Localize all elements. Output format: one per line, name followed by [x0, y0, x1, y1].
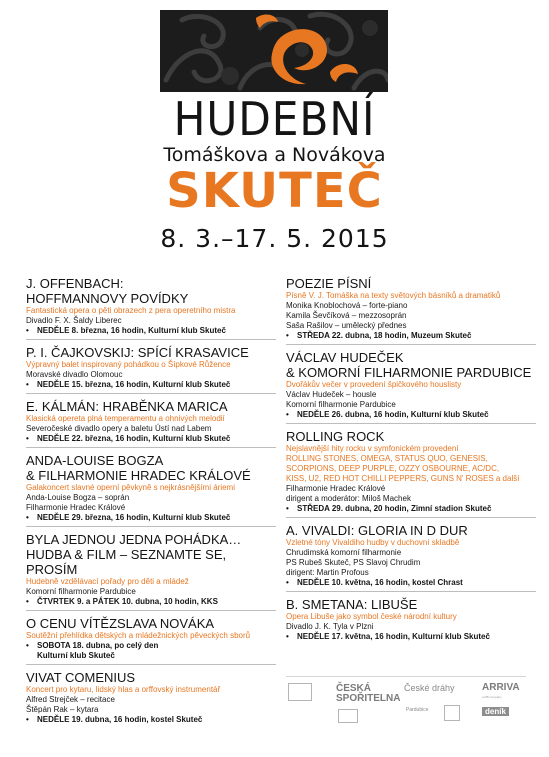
event-title: BYLA JEDNOU JEDNA POHÁDKA…	[26, 532, 242, 547]
event-bands: KISS, U2, RED HOT CHILLI PEPPERS, GUNS N' ROSES a další	[286, 474, 520, 483]
event-title: VIVAT COMENIUS	[26, 670, 136, 685]
event-date: • NEDĚLE 8. března, 16 hodin, Kulturní klub Skuteč	[26, 326, 226, 335]
event-date: • ČTVRTEK 9. a PÁTEK 10. dubna, 10 hodin, KKS	[26, 597, 218, 606]
ornament-banner	[160, 10, 388, 92]
event-rolling-rock	[286, 429, 536, 518]
event-performer: PS Rubeš Skuteč, PS Slavoj Chrudim	[286, 558, 421, 567]
event-description: Písně V. J. Tomáška na texty světových básníků a dramatiků	[286, 291, 501, 300]
event-description: Koncert pro kytaru, lidský hlas a orffovský instrumentář	[26, 685, 221, 694]
event-performer: Komorní filharmonie Pardubice	[26, 587, 136, 596]
event-performer: dirigent a moderátor: Miloš Machek	[286, 494, 411, 503]
event-date-venue: Kulturní klub Skuteč	[37, 651, 115, 660]
bullet-icon: •	[26, 326, 29, 335]
event-title: POEZIE PÍSNÍ	[286, 276, 372, 291]
event-performer: Severočeské divadlo opery a baletu Ústí nad Labem	[26, 424, 212, 433]
event-title: E. KÁLMÁN: HRABĚNKA MARICA	[26, 399, 228, 414]
event-title: P. I. ČAJKOVSKIJ: SPÍCÍ KRASAVICE	[26, 345, 249, 360]
event-description: Galakoncert slavné operní pěvkyně s nejkrásnějšími áriemi	[26, 483, 235, 492]
bullet-icon: •	[26, 434, 29, 443]
event-pohadka	[26, 532, 276, 611]
event-performer: Komorní filharmonie Pardubice	[286, 400, 396, 409]
event-title: O CENU VÍTĚZSLAVA NOVÁKA	[26, 616, 215, 631]
event-performer: Anda-Louise Bogza – soprán	[26, 493, 130, 502]
event-description: Klasická opereta plná temperamentu a ohnivých melodií	[26, 414, 225, 423]
ceske-drahy-logo: České dráhy	[404, 683, 455, 693]
denik-logo: deník	[482, 707, 509, 716]
event-performer: dirigent: Martin Profous	[286, 568, 369, 577]
event-description: Dvořákův večer v provedení špičkového houslisty	[286, 380, 462, 389]
event-performer: Monika Knoblochová – forte-piano	[286, 301, 408, 310]
event-date: • NEDĚLE 26. dubna, 16 hodin, Kulturní klub Skuteč	[286, 410, 489, 419]
event-cajkovskij	[26, 345, 276, 394]
event-description: Vzletné tóny Vivaldiho hudby v duchovní skladbě	[286, 538, 460, 547]
bullet-icon: •	[26, 513, 29, 522]
event-performer: Moravské divadlo Olomouc	[26, 370, 123, 379]
event-title: J. OFFENBACH:	[26, 276, 124, 291]
event-title: & KOMORNÍ FILHARMONIE PARDUBICE	[286, 365, 532, 380]
program-left-column	[26, 276, 276, 733]
bullet-icon: •	[286, 578, 289, 587]
event-description: Hudebně vzdělávací pořady pro děti a mládež	[26, 577, 189, 586]
event-date: • NEDĚLE 29. března, 16 hodin, Kulturní klub Skuteč	[26, 513, 231, 522]
festival-title: HUDEBNÍ	[173, 92, 376, 146]
region-crest-logo	[444, 705, 460, 721]
event-title: & FILHARMONIE HRADEC KRÁLOVÉ	[26, 468, 251, 483]
festival-town: SKUTEČ	[166, 163, 383, 219]
event-hudecek	[286, 350, 536, 424]
bullet-icon: •	[286, 632, 289, 641]
event-kalman	[26, 399, 276, 448]
event-performer: Chrudimská komorní filharmonie	[286, 548, 402, 557]
pardubice-logo: Pardubice	[406, 707, 429, 713]
event-description: Nejslavnější hity rocku v symfonickém provedení	[286, 444, 459, 453]
festival-subtitle: Tomáškova a Novákova	[163, 144, 386, 166]
sponsor-logos	[286, 676, 526, 727]
event-date: • NEDĚLE 17. května, 16 hodin, Kulturní klub Skuteč	[286, 632, 490, 641]
event-title: VÁCLAV HUDEČEK	[286, 350, 404, 365]
event-description: Výpravný balet inspirovaný pohádkou o Šípkové Růžence	[26, 360, 231, 369]
event-title: HUDBA & FILM – SEZNAMTE SE, PROSÍM	[26, 547, 227, 577]
event-vivaldi	[286, 523, 536, 592]
event-title: ANDA-LOUISE BOGZA	[26, 453, 164, 468]
event-performer: Alfred Strejček – recitace	[26, 695, 115, 704]
town-crest-logo	[288, 683, 312, 701]
event-poezie	[286, 276, 536, 345]
bullet-icon: •	[26, 641, 29, 650]
bullet-icon: •	[26, 715, 29, 724]
event-description: Fantastická opera o pěti obrazech z pera operetního mistra	[26, 306, 236, 315]
event-date: • NEDĚLE 10. května, 16 hodin, kostel Chrast	[286, 578, 463, 587]
event-title: A. VIVALDI: GLORIA IN D DUR	[286, 523, 468, 538]
event-novak	[26, 616, 276, 665]
event-date: • NEDĚLE 22. března, 16 hodin, Kulturní klub Skuteč	[26, 434, 231, 443]
event-performer: Divadlo F. X. Šaldy Liberec	[26, 316, 122, 325]
event-date: • NEDĚLE 15. března, 16 hodin, Kulturní klub Skuteč	[26, 380, 231, 389]
event-description: Soutěžní přehlídka dětských a mládežnických pěveckých sborů	[26, 631, 251, 640]
event-date: • SOBOTA 18. dubna, po celý den	[26, 641, 159, 650]
event-offenbach	[26, 276, 276, 340]
event-bogza	[26, 453, 276, 527]
ministry-logo	[338, 709, 358, 723]
event-smetana	[286, 597, 536, 645]
event-performer: Václav Hudeček – housle	[286, 390, 377, 399]
event-performer: Štěpán Rak – kytara	[26, 705, 99, 714]
event-title: ROLLING ROCK	[286, 429, 385, 444]
event-title: B. SMETANA: LIBUŠE	[286, 597, 418, 612]
event-performer: Saša Rašilov – umělecký přednes	[286, 321, 407, 330]
event-description: Opera Libuše jako symbol české národní kultury	[286, 612, 457, 621]
bullet-icon: •	[286, 410, 289, 419]
festival-dates: 8. 3.–17. 5. 2015	[160, 224, 389, 253]
event-comenius	[26, 670, 276, 728]
bullet-icon: •	[26, 380, 29, 389]
event-performer: Divadlo J. K. Tyla v Plzni	[286, 622, 374, 631]
event-date: • NEDĚLE 19. dubna, 16 hodin, kostel Skuteč	[26, 715, 203, 724]
program-right-column	[286, 276, 536, 650]
event-date: • STŘEDA 29. dubna, 20 hodin, Zimní stadion Skuteč	[286, 504, 492, 513]
event-date: • STŘEDA 22. dubna, 18 hodin, Muzeum Skuteč	[286, 331, 472, 340]
event-performer: Kamila Ševčíková – mezzosoprán	[286, 311, 407, 320]
ornament-swirl-icon	[160, 10, 388, 92]
arriva-logo: ARRIVA	[482, 682, 520, 693]
bullet-icon: •	[286, 504, 289, 513]
bullet-icon: •	[26, 597, 29, 606]
ceska-sporitelna-logo: ČESKÁ SPOŘITELNA	[336, 683, 401, 704]
bullet-icon: •	[286, 331, 289, 340]
arriva-tagline: a DB company	[482, 695, 502, 699]
event-performer: Filharmonie Hradec Králové	[286, 484, 386, 493]
event-performer: Filharmonie Hradec Králové	[26, 503, 126, 512]
event-bands: SCORPIONS, DEEP PURPLE, OZZY OSBOURNE, AC/DC,	[286, 464, 500, 473]
event-bands: ROLLING STONES, OMEGA, STATUS QUO, GENESIS,	[286, 454, 488, 463]
event-title: HOFFMANNOVY POVÍDKY	[26, 291, 189, 306]
